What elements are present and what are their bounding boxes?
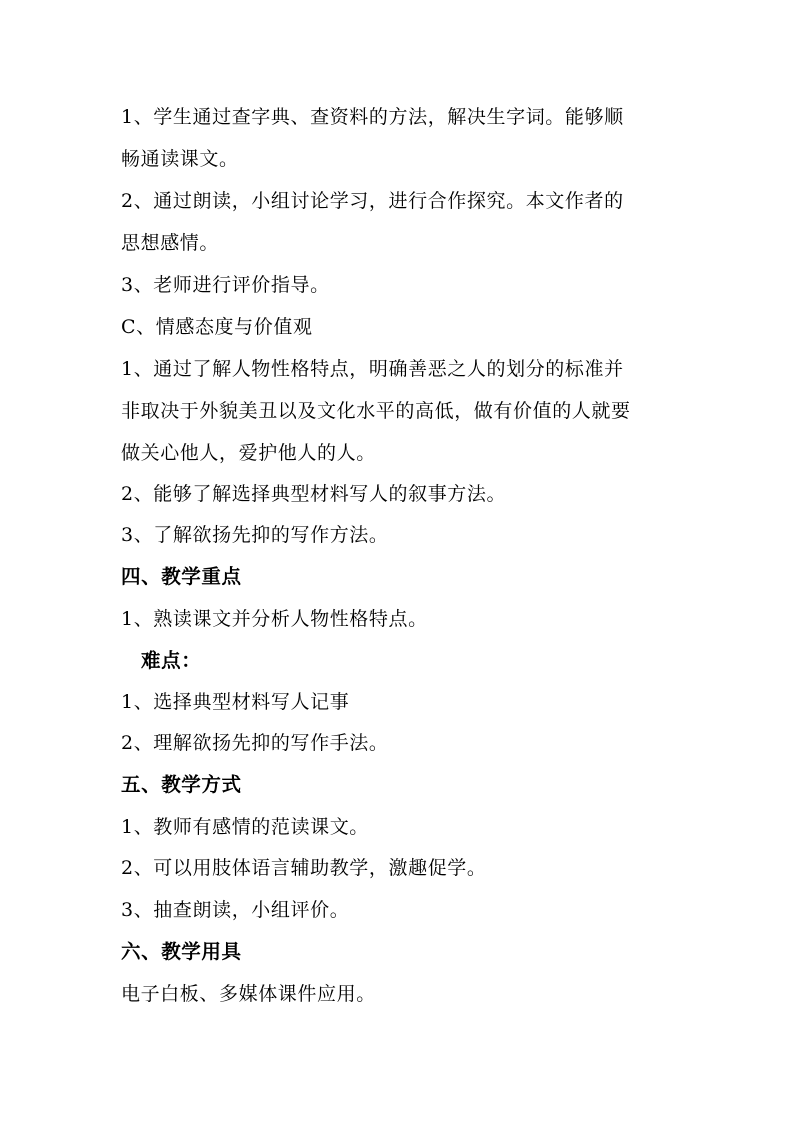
body-line: 做关心他人，爱护他人的人。	[121, 442, 376, 464]
body-line: 3、了解欲扬先抑的写作方法。	[121, 524, 389, 546]
body-line: 1、学生通过查字典、查资料的方法，解决生字词。能够顺	[121, 106, 624, 128]
body-line: 2、理解欲扬先抑的写作手法。	[121, 732, 389, 754]
body-line: 1、熟读课文并分析人物性格特点。	[121, 608, 428, 630]
body-line: 2、通过朗读，小组讨论学习，进行合作探究。本文作者的	[121, 190, 624, 212]
body-line: 3、老师进行评价指导。	[121, 274, 330, 296]
body-line: 1、选择典型材料写人记事	[121, 691, 350, 713]
subsection-title: C、情感态度与价值观	[121, 316, 313, 338]
body-line: 2、可以用肢体语言辅助教学，激趣促学。	[121, 857, 487, 879]
section-heading-key-points: 四、教学重点	[121, 565, 242, 588]
body-line: 畅通读课文。	[121, 148, 239, 170]
body-line: 电子白板、多媒体课件应用。	[121, 983, 376, 1005]
body-line: 1、教师有感情的范读课文。	[121, 816, 369, 838]
body-line: 3、抽查朗读，小组评价。	[121, 899, 350, 921]
body-line: 2、能够了解选择典型材料写人的叙事方法。	[121, 483, 507, 505]
body-line: 非取决于外貌美丑以及文化水平的高低，做有价值的人就要	[121, 400, 631, 422]
section-heading-method: 五、教学方式	[121, 773, 242, 796]
body-line: 1、通过了解人物性格特点，明确善恶之人的划分的标准并	[121, 358, 624, 380]
difficulties-heading: 难点：	[141, 649, 202, 672]
section-heading-tools: 六、教学用具	[121, 940, 242, 963]
body-line: 思想感情。	[121, 232, 220, 254]
